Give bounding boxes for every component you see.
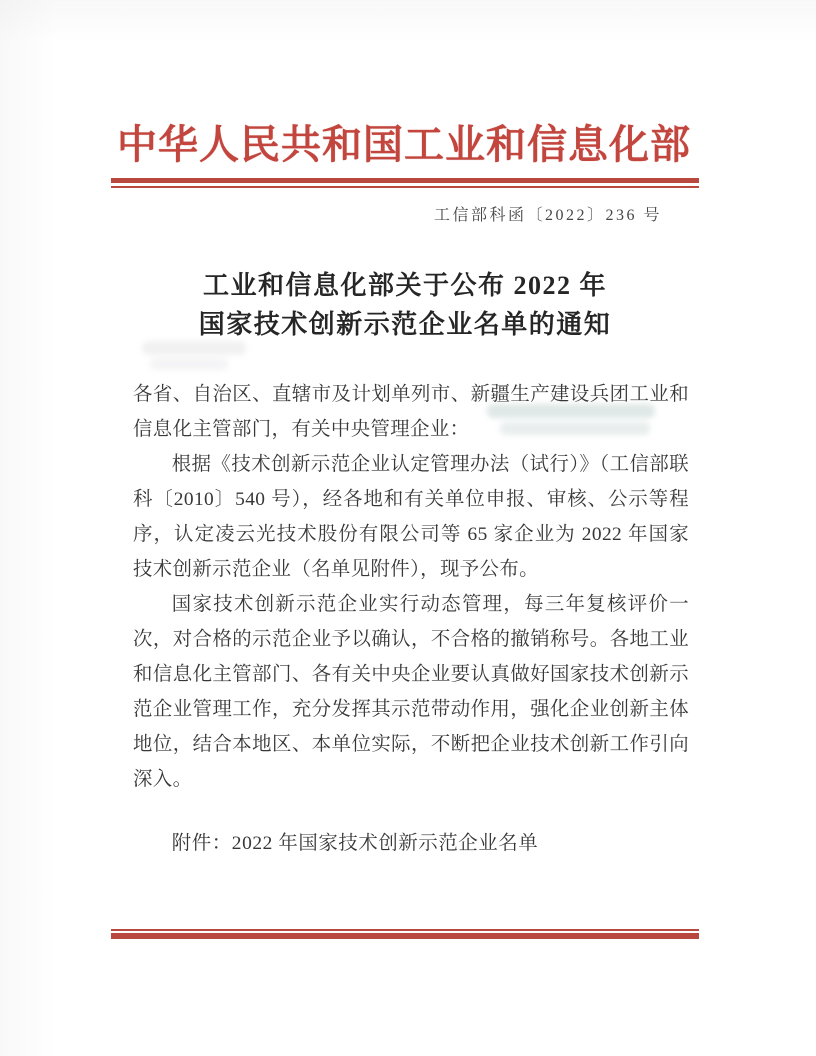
document-title-line1: 工业和信息化部关于公布 2022 年: [202, 271, 607, 300]
header-rule-thick: [111, 178, 699, 183]
header-rule-thin: [111, 186, 699, 188]
scan-edge-shading-left: [0, 0, 56, 1056]
salutation-paragraph: 各省、自治区、直辖市及计划单列市、新疆生产建设兵团工业和信息化主管部门，有关中央管理企业：: [133, 384, 689, 440]
scan-bleedthrough-artifact: [150, 358, 228, 370]
footer-rule-thick: [111, 933, 699, 939]
scan-edge-shading-top: [0, 0, 816, 44]
agency-letterhead: 中华人民共和国工业和信息化部: [117, 122, 691, 167]
footer-rule-thin: [111, 929, 699, 931]
document-reference-number: 工信部科函〔2022〕236 号: [433, 207, 662, 224]
attachment-reference-line: 附件：2022 年国家技术创新示范企业名单: [171, 833, 539, 854]
document-title: [110, 266, 700, 344]
document-title-line2: 国家技术创新示范企业名单的通知: [198, 310, 612, 339]
document-body: [133, 377, 689, 797]
body-paragraph-2: 国家技术创新示范企业实行动态管理，每三年复核评价一次，对合格的示范企业予以确认，不合格的撤销称号。各地工业和信息化主管部门、各有关中央企业要认真做好国家技术创新示范企业管理工作，充分发挥其示范带动作用，强化企业创新主体地位，结合本地区、本单位实际，不断把企业技术创新工作引向深入。: [133, 594, 689, 790]
body-paragraph-1: 根据《技术创新示范企业认定管理办法（试行）》（工信部联科〔2010〕540 号），经各地和有关单位申报、审核、公示等程序，认定凌云光技术股份有限公司等 65 家企业为 2022 年国家技术创新示范企业（名单见附件），现予公布。: [133, 454, 689, 580]
